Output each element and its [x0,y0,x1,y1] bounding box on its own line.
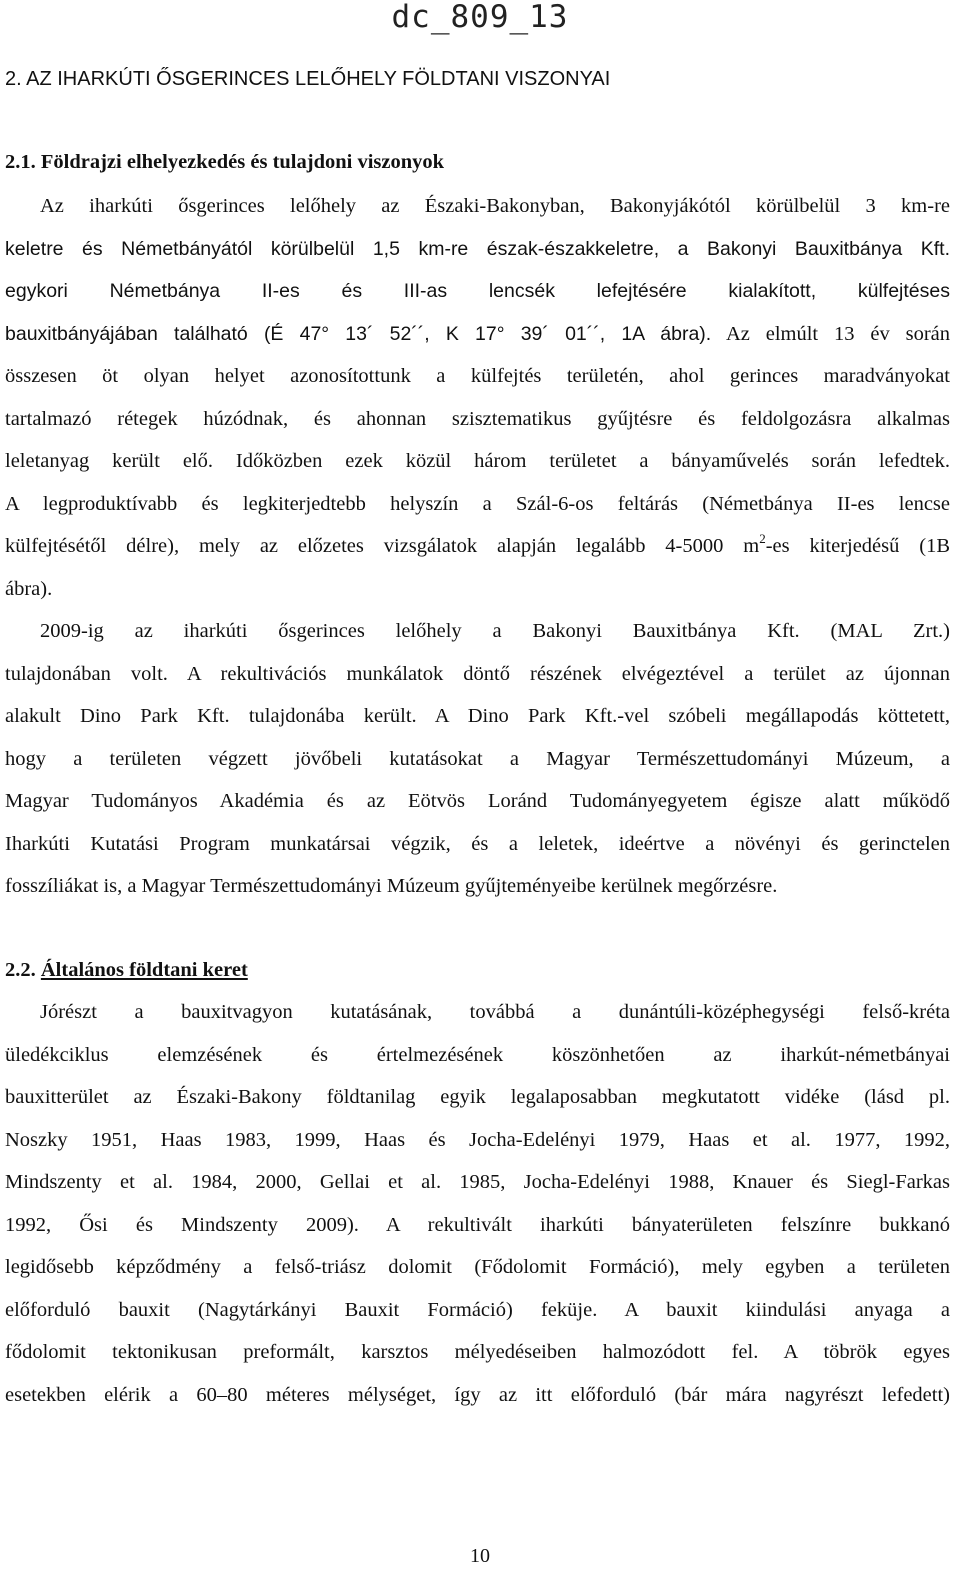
paragraph-line: tulajdonában volt. A rekultivációs munkálatok döntő részének elvégeztével a terület az újonnan [5,662,950,685]
paragraph-line: fődolomit tektonikusan preformált, karsztos mélyedéseiben halmozódott fel. A töbrök egyes [5,1341,950,1363]
superscript: 2 [759,531,766,546]
paragraph-line: Iharkúti Kutatási Program munkatársai végzik, és a leletek, ideértve a növényi és gerinctelen [5,832,950,855]
paragraph-line-text: egykori Németbánya II-es és III-as lencsék lefejtésére kialakított, külfejtéses [5,280,950,302]
paragraph-line: alakult Dino Park Kft. tulajdonába került. A Dino Park Kft.-vel szóbeli megállapodás köttetett, [5,705,950,727]
document-stamp: dc_809_13 [391,0,569,35]
paragraph-line-text: Az elmúlt 13 év során [711,322,951,345]
section-1-title: 2.1. Földrajzi elhelyezkedés és tulajdoni viszonyok [5,151,445,173]
section-2-number: 2.2. [5,959,41,981]
section-2-body [5,991,950,1416]
paragraph-line: hogy a területen végzett jövőbeli kutatásokat a Magyar Természettudományi Múzeum, a [5,747,950,770]
paragraph-line: fosszíliákat is, a Magyar Természettudományi Múzeum gyűjteményeibe kerülnek megőrzésre. [5,875,778,897]
paragraph-line [5,270,950,313]
paragraph-line: üledékciklus elemzésének és értelmezésének köszönhetően az iharkút-németbányai [5,1043,950,1066]
section-1-body [5,185,950,908]
section-2-title-text: Általános földtani keret [40,959,248,981]
paragraph-line: Mindszenty et al. 1984, 2000, Gellai et al. 1985, Jocha-Edelényi 1988, Knauer és Siegl-Farkas [5,1171,950,1193]
chapter-title: 2. AZ IHARKÚTI ŐSGERINCES LELŐHELY FÖLDTANI VISZONYAI [5,68,611,90]
paragraph-line: 1992, Ősi és Mindszenty 2009). A rekultivált iharkúti bányaterületen felszínre bukkanó [5,1213,950,1236]
paragraph-line: A legproduktívabb és legkiterjedtebb helyszín a Szál-6-os feltárás (Németbánya II-es lencse [5,492,950,515]
paragraph-line-text: keletre és Németbányától körülbelül 1,5 km-re észak-északkeletre, a Bakonyi Bauxitbánya Kft. [5,237,950,260]
paragraph-line: összesen öt olyan helyet azonosítottunk a külfejtés területén, ahol gerinces maradványokat [5,365,950,387]
page-number: 10 [470,1545,490,1567]
paragraph-line: Noszky 1951, Haas 1983, 1999, Haas és Jocha-Edelényi 1979, Haas et al. 1977, 1992, [5,1128,950,1151]
paragraph-line: 2009-ig az iharkúti ősgerinces lelőhely a Bakonyi Bauxitbánya Kft. (MAL Zrt.) [40,620,950,642]
section-2-title [5,957,955,983]
paragraph-line: leletanyag került elő. Időközben ezek közül három területet a bányaművelés során lefedtek. [5,450,950,472]
paragraph-line: esetekben elérik a 60–80 méteres mélységet, így az itt előforduló (bár mára nagyrészt lefedett) [5,1383,950,1406]
paragraph-line: Az iharkúti ősgerinces lelőhely az Északi-Bakonyban, Bakonyjákótól körülbelül 3 km-re [40,195,950,217]
paragraph-line: Jórészt a bauxitvagyon kutatásának, továbbá a dunántúli-középhegységi felső-kréta [40,1001,950,1023]
paragraph-line-text: -es kiterjedésű (1B [765,535,950,557]
paragraph-line-text: külfejtésétől délre), mely az előzetes vizsgálatok alapján legalább 4-5000 m [5,535,760,557]
paragraph-line [5,525,950,568]
paragraph-line [5,313,950,356]
paragraph-line: ábra). [5,577,53,600]
paragraph-line: Magyar Tudományos Akadémia és az Eötvös Loránd Tudományegyetem égisze alatt működő [5,790,950,812]
paragraph-line [5,228,950,271]
paragraph-line: tartalmazó rétegek húzódnak, és ahonnan szisztematikus gyűjtésre és feldolgozásra alkalmas [5,407,950,430]
paragraph-line-text: bauxitbányájában található (É 47° 13´ 52´´, K 17° 39´ 01´´, 1A ábra). [5,322,712,345]
paragraph-line: előforduló bauxit (Nagytárkányi Bauxit Formáció) feküje. A bauxit kiindulási anyaga a [5,1298,950,1321]
paragraph-line: legidősebb képződmény a felső-triász dolomit (Fődolomit Formáció), mely egyben a területen [5,1256,950,1278]
paragraph-line: bauxitterület az Északi-Bakony földtanilag egyik legalaposabban megkutatott vidéke (lásd pl. [5,1086,950,1108]
